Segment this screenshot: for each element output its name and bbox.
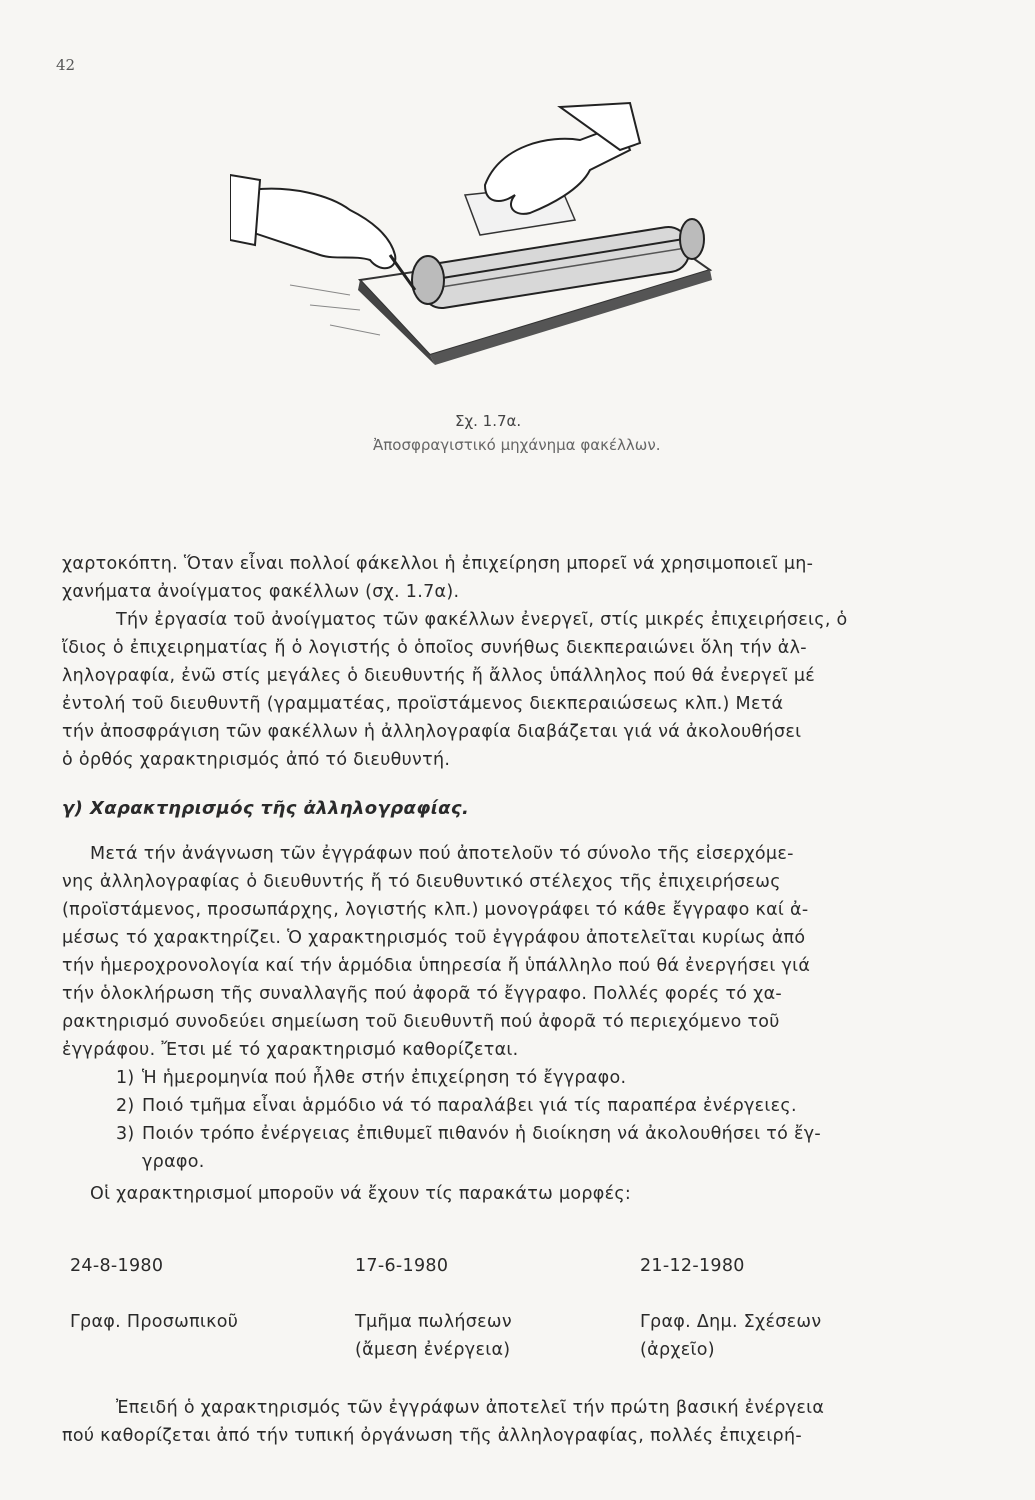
example-dept: Γραφ. Δημ. Σχέσεων xyxy=(640,1312,822,1332)
text-line: ἴδιος ὁ ἐπιχειρηματίας ἤ ὁ λογιστής ὁ ὁποῖος συνήθως διεκπεραιώνει ὅλη τήν ἀλ- xyxy=(62,638,807,658)
example-note: (ἀρχεῖο) xyxy=(640,1340,715,1360)
envelope-opener-illustration xyxy=(230,95,750,395)
forms-intro: Οἱ χαρακτηρισμοί μποροῦν νά ἔχουν τίς παρακάτω μορφές: xyxy=(90,1184,632,1204)
text-line: Τήν ἐργασία τοῦ ἀνοίγματος τῶν φακέλλων ἐνεργεῖ, στίς μικρές ἐπιχειρήσεις, ὁ xyxy=(116,610,848,630)
page-number: 42 xyxy=(56,56,76,74)
text-line: χανήματα ἀνοίγματος φακέλλων (σχ. 1.7α). xyxy=(62,582,460,602)
text-line: ὁ ὀρθός χαρακτηρισμός ἀπό τό διευθυντή. xyxy=(62,750,451,770)
text-line: τήν ἀποσφράγιση τῶν φακέλλων ἡ ἀλληλογραφία διαβάζεται γιά νά ἀκολουθήσει xyxy=(62,722,802,742)
text-line: Μετά τήν ἀνάγνωση τῶν ἐγγράφων πού ἀποτελοῦν τό σύνολο τῆς εἰσερχόμε- xyxy=(90,844,794,864)
text-line: ρακτηρισμό συνοδεύει σημείωση τοῦ διευθυντῆ πού ἀφορᾶ τό περιεχόμενο τοῦ xyxy=(62,1012,780,1032)
list-text: Ποιό τμῆμα εἶναι ἁρμόδιο νά τό παραλάβει γιά τίς παραπέρα ἐνέργειες. xyxy=(142,1096,797,1116)
text-line: τήν ἡμεροχρονολογία καί τήν ἁρμόδια ὑπηρεσία ἤ ὑπάλληλο πού θά ἐνεργήσει γιά xyxy=(62,956,811,976)
paragraph-1 xyxy=(62,550,957,606)
list-number: 1) xyxy=(116,1068,135,1088)
text-line: πού καθορίζεται ἀπό τήν τυπική ὀργάνωση τῆς ἀλληλογραφίας, πολλές ἐπιχειρή- xyxy=(62,1426,802,1446)
text-line: νης ἀλληλογραφίας ὁ διευθυντής ἤ τό διευθυντικό στέλεχος τῆς ἐπιχειρήσεως xyxy=(62,872,781,892)
figure-label: Σχ. 1.7α. xyxy=(455,412,522,430)
example-dept: Γραφ. Προσωπικοῦ xyxy=(70,1312,239,1332)
text-line: ἐντολή τοῦ διευθυντῆ (γραμματέας, προϊστάμενος διεκπεραιώσεως κλπ.) Μετά xyxy=(62,694,784,714)
list-item-continuation: γραφο. xyxy=(142,1152,205,1172)
example-note: (ἄμεση ἐνέργεια) xyxy=(355,1340,511,1360)
text-line: χαρτοκόπτη. Ὅταν εἶναι πολλοί φάκελλοι ἡ ἐπιχείρηση μπορεῖ νά χρησιμοποιεῖ μη- xyxy=(62,554,814,574)
text-line: ἐγγράφου. Ἔτσι μέ τό χαρακτηρισμό καθορίζεται. xyxy=(62,1040,519,1060)
text-line: Ἐπειδή ὁ χαρακτηρισμός τῶν ἐγγράφων ἀποτελεῖ τήν πρώτη βασική ἐνέργεια xyxy=(116,1398,825,1418)
paragraph-4 xyxy=(62,1394,957,1450)
list-item xyxy=(62,1120,957,1148)
list-text: Ἡ ἡμερομηνία πού ἦλθε στήν ἐπιχείρηση τό ἔγγραφο. xyxy=(142,1068,627,1088)
example-date: 24-8-1980 xyxy=(70,1256,164,1276)
list-text: Ποιόν τρόπο ἐνέργειας ἐπιθυμεῖ πιθανόν ἡ διοίκηση νά ἀκολουθήσει τό ἔγ- xyxy=(142,1124,821,1144)
example-dept: Τμῆμα πωλήσεων xyxy=(355,1312,512,1332)
characterization-list xyxy=(62,1064,957,1208)
text-line: ληλογραφία, ἐνῶ στίς μεγάλες ὁ διευθυντής ἤ ἄλλος ὑπάλληλος πού θά ἐνεργεῖ μέ xyxy=(62,666,816,686)
text-line: μέσως τό χαρακτηρίζει. Ὁ χαρακτηρισμός τοῦ ἐγγράφου ἀποτελεῖται κυρίως ἀπό xyxy=(62,928,806,948)
list-number: 3) xyxy=(116,1124,135,1144)
example-date: 21-12-1980 xyxy=(640,1256,745,1276)
list-item xyxy=(62,1092,957,1120)
figure-caption: Ἀποσφραγιστικό μηχάνημα φακέλλων. xyxy=(373,436,661,454)
paragraph-3 xyxy=(62,840,957,1064)
text-line: (προϊστάμενος, προσωπάρχης, λογιστής κλπ.) μονογράφει τό κάθε ἔγγραφο καί ἀ- xyxy=(62,900,809,920)
text-line: τήν ὁλοκλήρωση τῆς συναλλαγῆς πού ἀφορᾶ τό ἔγγραφο. Πολλές φορές τό χα- xyxy=(62,984,783,1004)
list-number: 2) xyxy=(116,1096,135,1116)
example-date: 17-6-1980 xyxy=(355,1256,449,1276)
list-item xyxy=(62,1064,957,1092)
section-heading: γ) Χαρακτηρισμός τῆς ἀλληλογραφίας. xyxy=(62,798,470,819)
paragraph-2 xyxy=(62,606,957,774)
